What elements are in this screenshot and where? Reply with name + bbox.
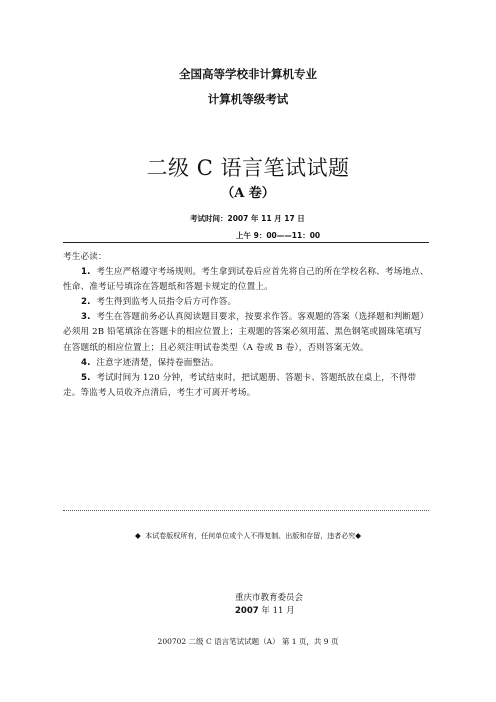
issue-month: 年 11 月 (261, 606, 295, 616)
notice-item (63, 371, 429, 401)
notice-item-number: 3. (81, 312, 91, 323)
copyright-notice (0, 531, 496, 541)
diamond-icon: ◆ (134, 531, 141, 540)
notice-item-text: 考生在答题前务必认真阅读题目要求，按要求作答。客观题的答案（选择题和判断题）必须用 2B 铅笔填涂在答题卡的相应位置上；主观题的答案必须用蓝、黑色钢笔或圆珠笔填写在答题纸的相应位置上；且必须注明试卷类型（A 卷或 B 卷），否则答案无效。 (63, 312, 429, 353)
notice-item-text: 考生得到监考人员指令后方可作答。 (96, 297, 237, 308)
notice-heading: 考生必读： (63, 252, 107, 262)
exam-date-value: 2007 年 11 月 17 日 (227, 214, 305, 223)
notice-item-text: 考试时间为 120 分钟，考试结束时，把试题册、答题卡、答题纸放在桌上，不得带走。等监考人员收齐点清后，考生才可离开考场。 (63, 372, 417, 398)
organizer-line-2: 计算机等级考试 (207, 92, 289, 106)
divider-solid (63, 242, 429, 243)
notice-item-number: 2. (81, 297, 91, 308)
divider-dotted (63, 510, 429, 511)
notice-item (63, 295, 429, 310)
notice-item-number: 5. (81, 372, 91, 383)
issue-year: 2007 (235, 606, 259, 616)
notice-item (63, 265, 429, 295)
notice-item (63, 356, 429, 371)
issuer-name: 重庆市教育委员会 (235, 593, 304, 603)
organizer-line-1: 全国高等学校非计算机专业 (179, 67, 317, 81)
notice-item-number: 1. (81, 267, 91, 278)
notice-item-text: 注意字迹清楚，保持卷面整洁。 (96, 357, 219, 368)
exam-date-label: 考试时间： (190, 214, 228, 223)
issue-date (235, 605, 303, 618)
candidate-notice (63, 250, 429, 401)
issuer-block (235, 592, 303, 618)
notice-item (63, 310, 429, 355)
paper-version-label: （A 卷） (221, 186, 275, 201)
exam-hours: 上午 9：00——11：00 (236, 231, 321, 240)
notice-item-number: 4. (81, 357, 91, 368)
notice-item-text: 考生应严格遵守考场规则。考生拿到试卷后应首先将自己的所在学校名称、考场地点、性命、准考证号填涂在答题纸和答题卡规定的位置上。 (63, 267, 429, 293)
page-footer: 200702 二级 C 语言笔试试题（A） 第 1 页，共 9 页 (157, 637, 339, 646)
diamond-icon: ◆ (355, 531, 361, 540)
exam-date-row (190, 213, 305, 224)
copyright-text: 本试卷版权所有，任何单位或个人不得复制、出版和存留，违者必究 (145, 532, 356, 540)
page-title: 二级 C 语言笔试试题 (146, 156, 350, 180)
